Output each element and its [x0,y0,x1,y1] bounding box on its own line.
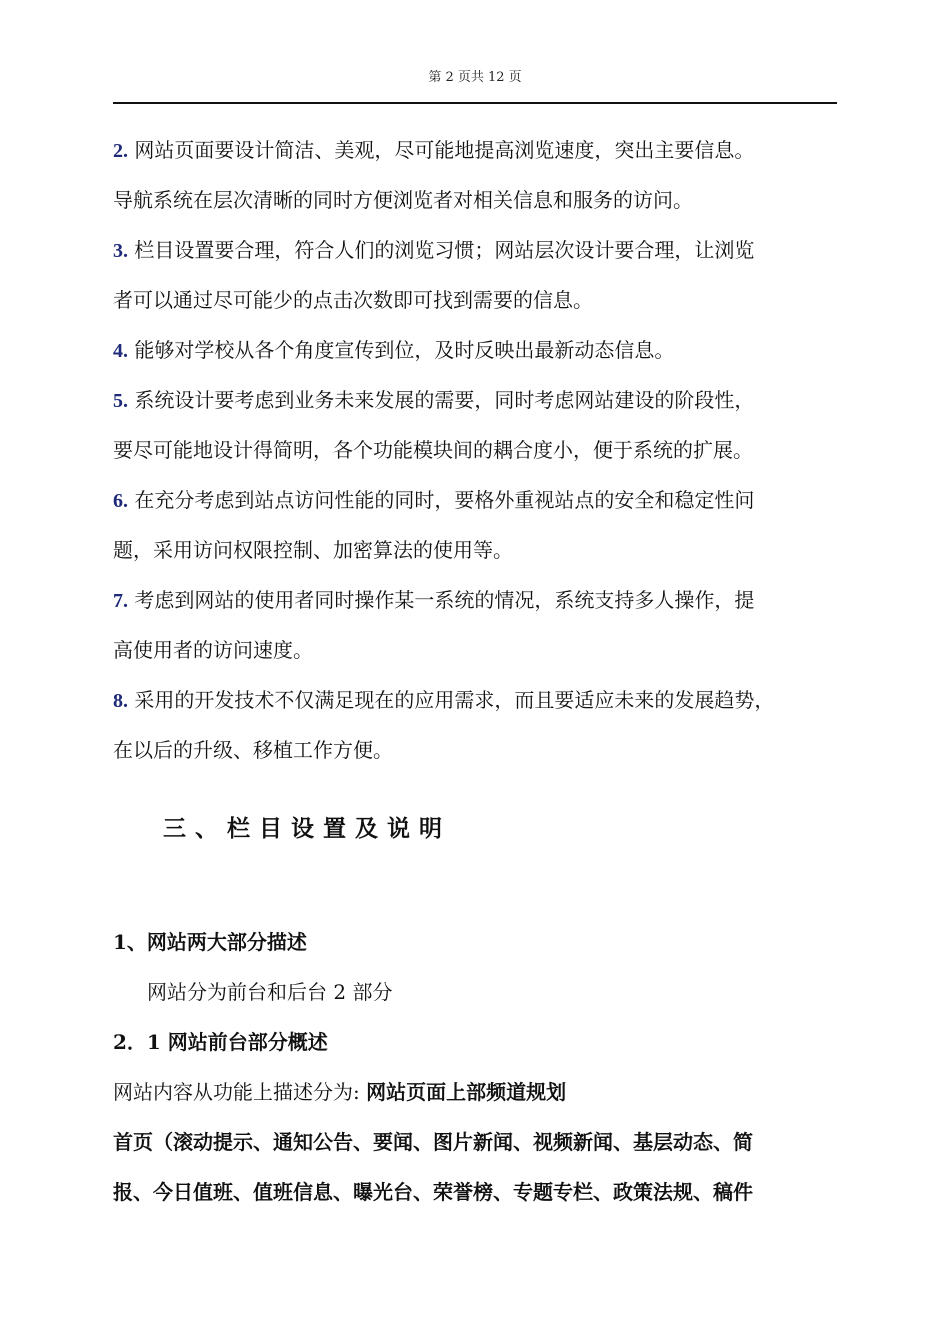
item-text: 系统设计要考虑到业务未来发展的需要，同时考虑网站建设的阶段性， [134,388,755,412]
item-continuation: 题，采用访问权限控制、加密算法的使用等。 [113,538,513,562]
list-item [113,136,754,165]
section-heading: 三、栏目设置及说明 [163,815,451,842]
item-continuation: 在以后的升级、移植工作方便。 [113,738,393,762]
page-indicator: 第 2 页共 12 页 [428,70,522,85]
item-text: 采用的开发技术不仅满足现在的应用需求，而且要适应未来的发展趋势， [134,688,775,712]
paragraph [113,1078,566,1106]
item-continuation: 要尽可能地设计得简明，各个功能模块间的耦合度小，便于系统的扩展。 [113,438,753,462]
item-continuation: 导航系统在层次清晰的同时方便浏览者对相关信息和服务的访问。 [113,188,693,212]
list-item [113,686,774,715]
item-text: 栏目设置要合理，符合人们的浏览习惯；网站层次设计要合理，让浏览 [134,238,755,262]
header-divider [113,102,837,104]
subsection-heading: 2．1 网站前台部分概述 [113,1030,328,1054]
item-text: 考虑到网站的使用者同时操作某一系统的情况，系统支持多人操作，提 [134,588,755,612]
item-continuation: 高使用者的访问速度。 [113,638,313,662]
paragraph-bold-line: 报、今日值班、值班信息、曝光台、荣誉榜、专题专栏、政策法规、稿件 [113,1180,753,1204]
item-number: 4. [113,340,128,362]
paragraph-lead-bold: 网站页面上部频道规划 [366,1080,567,1104]
item-number: 7. [113,590,128,612]
item-number: 3. [113,240,128,262]
list-item [113,386,754,415]
item-number: 2. [113,140,128,162]
list-item [113,336,674,365]
paragraph-lead: 网站内容从功能上描述分为: [113,1080,367,1104]
list-item [113,236,754,265]
item-text: 能够对学校从各个角度宣传到位，及时反映出最新动态信息。 [134,338,675,362]
item-number: 8. [113,690,128,712]
item-number: 6. [113,490,128,512]
list-item [113,486,754,515]
item-text: 在充分考虑到站点访问性能的同时，要格外重视站点的安全和稳定性问 [134,488,755,512]
paragraph-bold-line: 首页（滚动提示、通知公告、要闻、图片新闻、视频新闻、基层动态、简 [113,1130,753,1154]
paragraph: 网站分为前台和后台 2 部分 [147,980,393,1004]
item-continuation: 者可以通过尽可能少的点击次数即可找到需要的信息。 [113,288,593,312]
list-item [113,586,754,615]
item-text: 网站页面要设计简洁、美观，尽可能地提高浏览速度，突出主要信息。 [134,138,755,162]
subsection-heading: 1、网站两大部分描述 [113,930,307,954]
item-number: 5. [113,390,128,412]
